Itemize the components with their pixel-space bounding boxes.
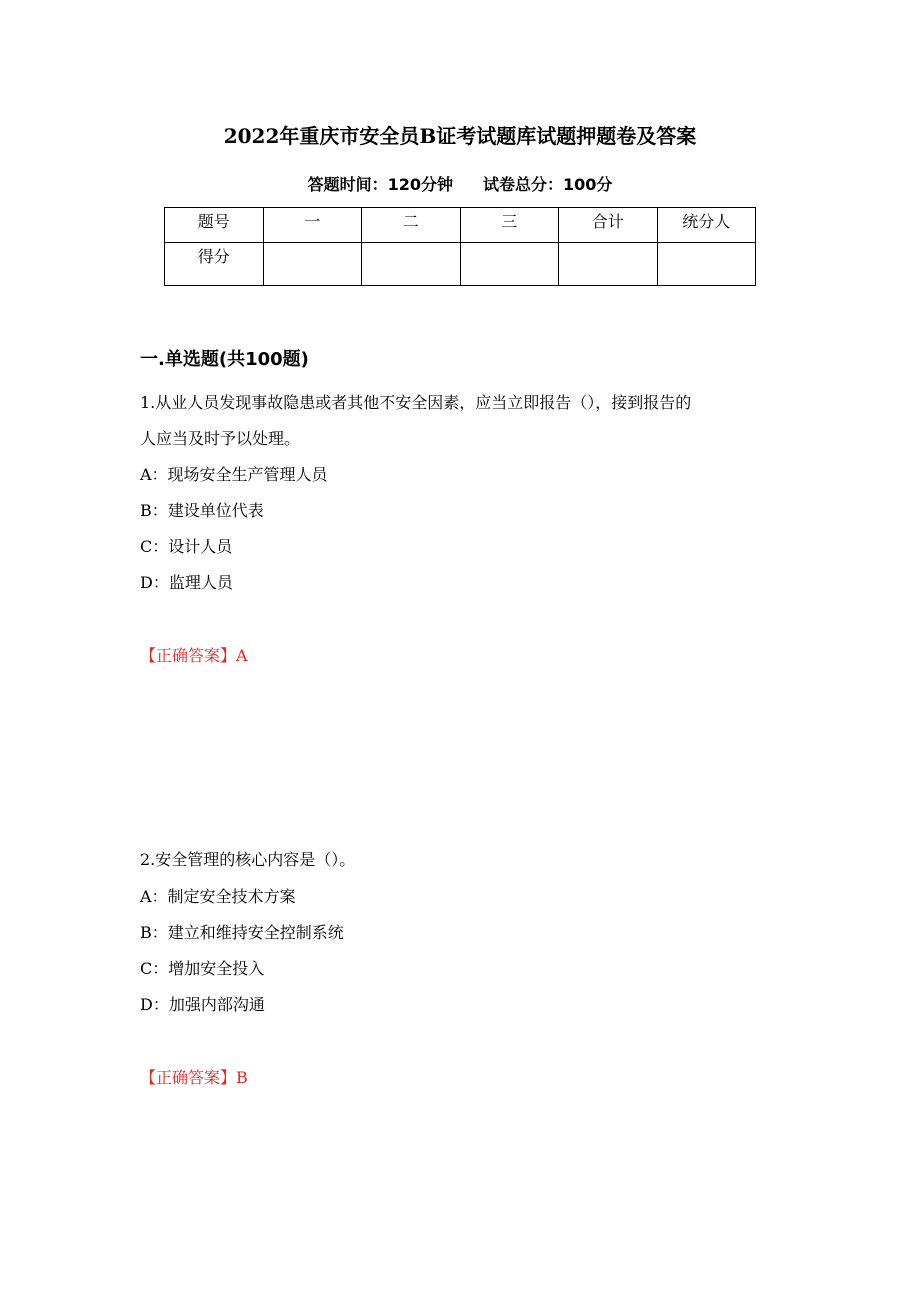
question-2-option-a: A：制定安全技术方案 [140, 887, 296, 906]
exam-time: 答题时间：120分钟 [307, 175, 453, 194]
question-1-option-c: C：设计人员 [140, 537, 233, 556]
question-2-stem-line-1: 2.安全管理的核心内容是（）。 [140, 850, 356, 869]
exam-total-score: 试卷总分：100分 [483, 175, 613, 194]
question-1-option-b: B：建设单位代表 [140, 501, 264, 520]
score-cell [460, 243, 559, 286]
section-title: 一.单选题(共100题) [140, 349, 309, 370]
score-cell [559, 243, 658, 286]
question-1-stem-line-1: 1.从业人员发现事故隐患或者其他不安全因素，应当立即报告（），接到报告的 [140, 393, 692, 412]
question-2-option-b: B：建立和维持安全控制系统 [140, 923, 344, 942]
document-title: 2022年重庆市安全员B证考试题库试题押题卷及答案 [223, 124, 697, 148]
exam-meta [0, 172, 920, 198]
score-header-cell: 题号 [165, 208, 264, 243]
question-2-answer: 【正确答案】B [140, 1068, 248, 1087]
score-header-cell: 统分人 [657, 208, 756, 243]
score-header-cell: 合计 [559, 208, 658, 243]
score-cell [362, 243, 461, 286]
score-cell [263, 243, 362, 286]
score-table-score-row [165, 243, 756, 286]
question-2-option-c: C：增加安全投入 [140, 959, 265, 978]
score-table-header-row [165, 208, 756, 243]
question-1-option-a: A：现场安全生产管理人员 [140, 465, 328, 484]
question-1-answer: 【正确答案】A [140, 646, 248, 665]
score-row-label: 得分 [165, 243, 264, 286]
question-1-stem-line-2: 人应当及时予以处理。 [140, 429, 301, 448]
score-header-cell: 一 [263, 208, 362, 243]
question-2-option-d: D：加强内部沟通 [140, 995, 265, 1014]
score-header-cell: 二 [362, 208, 461, 243]
score-cell [657, 243, 756, 286]
score-header-cell: 三 [460, 208, 559, 243]
question-1-option-d: D：监理人员 [140, 573, 233, 592]
score-table [164, 207, 756, 286]
